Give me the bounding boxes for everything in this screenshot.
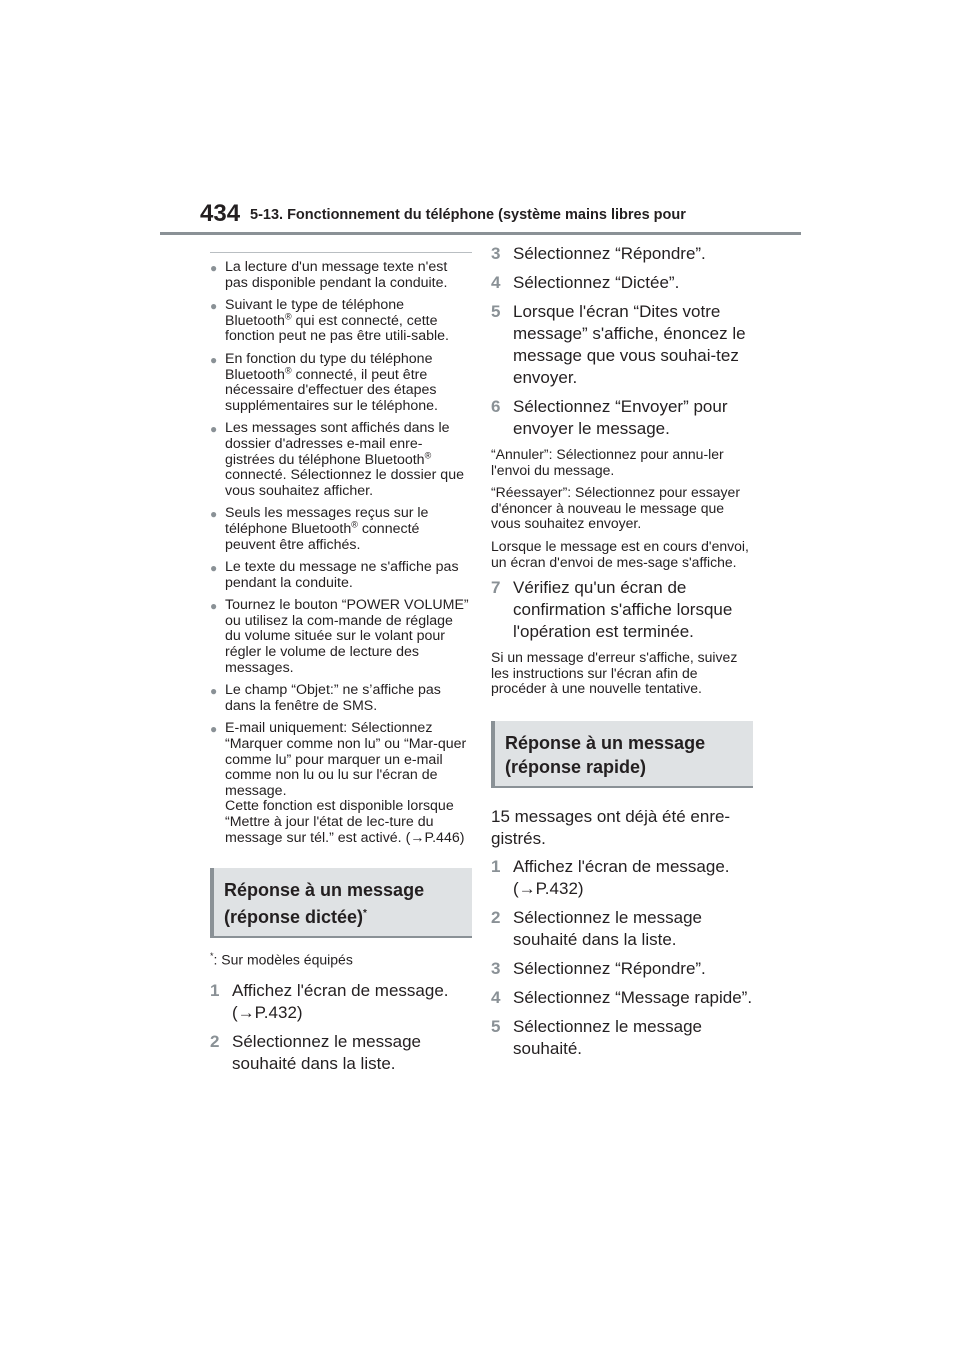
notes-list: [210, 260, 472, 846]
note-item: ● Tournez le bouton “POWER VOLUME” ou utilisez la com-mande de réglage du volume située sur le volant pour régler le volume de lecture des messages.: [210, 597, 469, 676]
sub-note: “Annuler”: Sélectionnez pour annu-ler l'envoi du message.: [491, 446, 724, 478]
section-title: 5-13. Fonctionnement du téléphone (système mains libres pour: [250, 207, 686, 223]
sub-note: Lorsque le message est en cours d'envoi, un écran d'envoi de mes-sage s'affiche.: [491, 537, 749, 570]
left-column: [210, 252, 472, 1082]
step-item: 4 Sélectionnez “Message rapide”.: [491, 987, 753, 1007]
right-column: [491, 243, 753, 1067]
note-item: ● E-mail uniquement: Sélectionnez “Marquer comme non lu” ou “Mar-quer comme lu” pour marquer un e-mail comme non lu ou lu sur l'écran de message. Cette fonction est disponible lorsque “Mettre à jour l'état de lec-ture du message sur tél.” est activé. (→P.446): [210, 720, 467, 846]
step-item: 5 Sélectionnez le message souhaité.: [491, 1016, 703, 1058]
bullet-icon: ●: [210, 299, 218, 314]
bullet-icon: ●: [210, 684, 218, 699]
step-item: 4 Sélectionnez “Dictée”.: [491, 273, 680, 292]
bullet-icon: ●: [210, 422, 218, 437]
footnote: *: Sur modèles équipés: [210, 951, 353, 968]
section-heading-dictated-reply: Réponse à un message (réponse dictée)*: [210, 868, 472, 938]
notes-top-rule: [210, 252, 472, 253]
page-number: 434: [200, 200, 241, 227]
sub-note: “Réessayer”: Sélectionnez pour essayer d'énoncer à nouveau le message que vous souhaitez envoyer.: [491, 484, 741, 532]
bullet-icon: ●: [210, 352, 218, 367]
step-item: 7 Vérifiez qu'un écran de confirmation s'affiche lorsque l'opération est terminée.: [491, 578, 733, 642]
page-reference-link[interactable]: (→P.432): [513, 878, 584, 898]
note-item: ● Le texte du message ne s'affiche pas pendant la conduite.: [210, 559, 459, 591]
section-heading-quick-reply: Réponse à un message (réponse rapide): [491, 721, 753, 788]
step-item: 6 Sélectionnez “Envoyer” pour envoyer le message.: [491, 397, 728, 438]
note-item: ● La lecture d'un message texte n'est pas disponible pendant la conduite.: [210, 259, 448, 291]
step-item: 3 Sélectionnez “Répondre”.: [491, 244, 706, 263]
bullet-icon: ●: [210, 261, 218, 275]
step-item: 3 Sélectionnez “Répondre”.: [491, 958, 706, 978]
intro-paragraph: 15 messages ont déjà été enre-gistrés.: [491, 806, 731, 848]
bullet-icon: ●: [210, 599, 218, 614]
step-item: 1 Affichez l'écran de message. (→P.432): [491, 856, 730, 898]
bullet-icon: ●: [210, 722, 218, 737]
bullet-icon: ●: [210, 561, 218, 576]
bullet-icon: ●: [210, 507, 218, 522]
page-reference-link[interactable]: (→P.432): [232, 1002, 303, 1022]
error-note: Si un message d'erreur s'affiche, suivez les instructions sur l'écran afin de procéder à une nouvelle tentative.: [491, 649, 738, 697]
step-item: 5 Lorsque l'écran “Dites votre message” s'affiche, énoncez le message que vous souhai-tez envoyer.: [491, 302, 746, 387]
step-item: 2 Sélectionnez le message souhaité dans la liste.: [491, 907, 703, 949]
note-item: ● En fonction du type du téléphone Bluetooth® connecté, il peut être nécessaire d'effectuer des étapes supplémentaires sur le téléphone.: [210, 350, 438, 414]
step-item: 1 Affichez l'écran de message. (→P.432): [210, 980, 449, 1022]
header-rule: [160, 232, 801, 235]
note-item: ● Seuls les messages reçus sur le téléphone Bluetooth® connecté peuvent être affichés.: [210, 505, 429, 553]
note-item: ● Les messages sont affichés dans le dossier d'adresses e-mail enre-gistrées du téléphone Bluetooth® connecté. Sélectionnez le dossier que vous souhaitez afficher.: [210, 420, 464, 499]
note-item: ● Le champ “Objet:” ne s’affiche pas dans la fenêtre de SMS.: [210, 682, 441, 714]
note-item: ● Suivant le type de téléphone Bluetooth® qui est connecté, cette fonction peut ne pas être utili-sable.: [210, 297, 449, 345]
step-item: 2 Sélectionnez le message souhaité dans la liste.: [210, 1031, 422, 1073]
